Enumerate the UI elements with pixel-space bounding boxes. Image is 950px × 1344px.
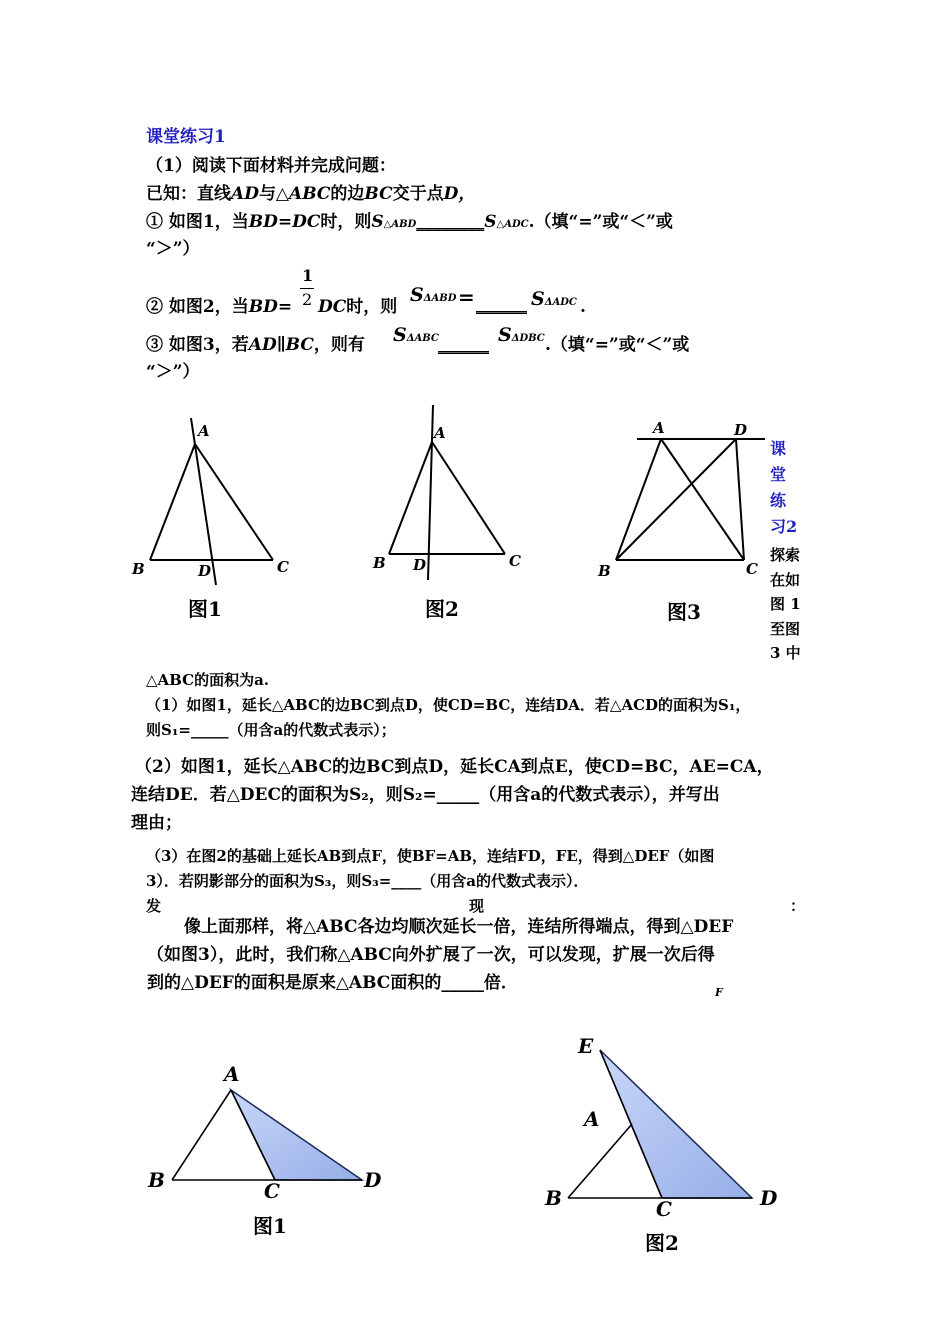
- bfig2-shaded-triangle: [600, 1050, 752, 1198]
- given-abc: ABC: [289, 184, 331, 204]
- given-ad: AD: [231, 184, 259, 204]
- item2-s1-sub: ΔABD: [423, 293, 457, 304]
- fig1-label-a: A: [198, 422, 210, 440]
- item2-b: 时，则: [346, 297, 398, 317]
- find-b: 现: [469, 897, 485, 915]
- bfig1-label-c: C: [264, 1179, 280, 1203]
- find-a: 发: [146, 897, 162, 915]
- find-line1: 像上面那样，将△ABC各边均顺次延长一倍，连结所得端点，得到△DEF: [184, 917, 734, 937]
- area-line: △ABC的面积为a.: [146, 671, 270, 689]
- stray-f: F: [715, 986, 723, 999]
- bfig1-label-a: A: [224, 1062, 240, 1086]
- q1-intro: （1）阅读下面材料并完成问题：: [146, 156, 396, 176]
- fig1-caption: 图1: [188, 597, 222, 621]
- item1-blank: ________: [416, 212, 485, 232]
- bfig2-label-b: B: [545, 1186, 562, 1210]
- item3-c: .（填“=”或“＜”或: [545, 335, 690, 355]
- item2-den: 2: [302, 290, 313, 309]
- fig3-caption: 图3: [667, 600, 701, 624]
- fig2-label-b: B: [373, 554, 386, 572]
- item1-s1-sub: △ABD: [383, 219, 417, 230]
- section1-title: 课堂练习1: [146, 127, 226, 147]
- item1-cond: BD=DC: [248, 212, 321, 232]
- find-line2: （如图3），此时，我们称△ABC向外扩展了一次，可以发现，扩展一次后得: [147, 945, 715, 965]
- item3-cond: AD∥BC: [248, 335, 314, 355]
- item2-a: ② 如图2，当: [146, 297, 249, 317]
- s2-q1-line2: 则S₁=_____（用含a的代数式表示）；: [146, 721, 396, 739]
- bfig2-label-e: E: [578, 1034, 594, 1058]
- item2-num: 1: [302, 266, 314, 285]
- fig2-label-d: D: [413, 556, 427, 574]
- bfig1-caption: 图1: [253, 1214, 287, 1238]
- item2-blank: ______: [476, 295, 527, 315]
- side-text-4: 3 中: [770, 644, 801, 662]
- side-text-3: 至图: [770, 619, 801, 638]
- fig2-label-a: A: [434, 424, 446, 442]
- fig2-label-c: C: [509, 552, 521, 570]
- item3-s1-sub: ΔABC: [406, 333, 439, 344]
- item2-s2-letter: S: [531, 288, 545, 310]
- bfig2-side-ab: [568, 1124, 632, 1198]
- s2-q1-line1: （1）如图1，延长△ABC的边BC到点D，使CD=BC，连结DA．若△ACD的面积为S₁，: [146, 696, 751, 714]
- item3-cont: “＞”）: [146, 362, 200, 382]
- bfig2-label-a: A: [584, 1107, 600, 1131]
- fig3-label-b: B: [598, 562, 611, 580]
- item1-b: 时，则: [320, 212, 372, 232]
- bfig1-label-b: B: [148, 1168, 165, 1192]
- item2-s1-letter: S: [410, 284, 424, 306]
- section2-title-char-1: 堂: [770, 465, 787, 484]
- side-text-2: 图 1: [770, 595, 801, 613]
- side-text-0: 探索: [770, 546, 801, 564]
- given-end: 交于点: [392, 184, 444, 204]
- s2-q3-line2: 3）．若阴影部分的面积为S₃，则S₃=____（用含a的代数式表示）．: [146, 872, 589, 890]
- given-bc: BC: [364, 184, 393, 204]
- fig2-caption: 图2: [425, 597, 459, 621]
- item1-c: .（填“=”或“＜”或: [528, 212, 673, 232]
- item2-cond: BD=: [248, 297, 293, 317]
- bfig1-label-d: D: [364, 1168, 382, 1192]
- item1-cont: “＞”）: [146, 239, 200, 259]
- s2-q3-line1: （3）在图2的基础上延长AB到点F，使BF=AB，连结FD，FE，得到△DEF（如图: [146, 847, 715, 865]
- item1-s2-sub: △ADC: [496, 219, 529, 230]
- s2-q2-line1: （2）如图1，延长△ABC的边BC到点D，延长CA到点E，使CD=BC，AE=CA，: [135, 757, 774, 777]
- item1-s1: S: [371, 212, 384, 232]
- bfig1-side-ab: [172, 1090, 231, 1180]
- fig1-label-d: D: [198, 562, 212, 580]
- item1-s2: S: [484, 212, 497, 232]
- item1-a: ① 如图1，当: [146, 212, 249, 232]
- find-line3: 到的△DEF的面积是原来△ABC面积的_____倍．: [147, 973, 518, 993]
- item3-blank: ______: [438, 335, 489, 355]
- bfig1-shaded-triangle: [231, 1090, 362, 1180]
- fig3-label-d: D: [734, 421, 748, 439]
- s2-q2-line2: 连结DE．若△DEC的面积为S₂，则S₂=_____（用含a的代数式表示），并写出: [131, 785, 720, 805]
- fig1-label-b: B: [132, 560, 145, 578]
- item3-a: ③ 如图3，若: [146, 335, 249, 355]
- item2-end: .: [580, 297, 586, 317]
- bfig2-caption: 图2: [645, 1231, 679, 1255]
- given-pre: 已知：直线: [146, 184, 231, 204]
- item3-s2-sub: ΔDBC: [511, 333, 545, 344]
- item3-b: ，则有: [313, 335, 365, 355]
- side-text-1: 在如: [770, 570, 801, 589]
- find-c: ：: [790, 897, 806, 915]
- section2-title-char-2: 练: [770, 491, 787, 510]
- item2-dc: DC: [318, 297, 347, 317]
- item2-eq: =: [458, 285, 475, 309]
- fig1-label-c: C: [277, 558, 289, 576]
- bfig2-label-d: D: [760, 1186, 778, 1210]
- item3-s1-letter: S: [393, 324, 407, 346]
- item3-s2-letter: S: [498, 324, 512, 346]
- bfig2-label-c: C: [656, 1197, 672, 1221]
- fig3-label-c: C: [746, 560, 758, 578]
- fig3-label-a: A: [653, 419, 665, 437]
- given-mid1: 与△: [258, 184, 290, 204]
- item2-s2-sub: ΔADC: [544, 297, 577, 308]
- given-mid2: 的边: [330, 184, 365, 204]
- s2-q2-line3: 理由；: [131, 813, 182, 833]
- given-d: D，: [443, 184, 476, 204]
- section2-title-char-3: 习2: [770, 517, 798, 536]
- section2-title-char-0: 课: [770, 439, 787, 458]
